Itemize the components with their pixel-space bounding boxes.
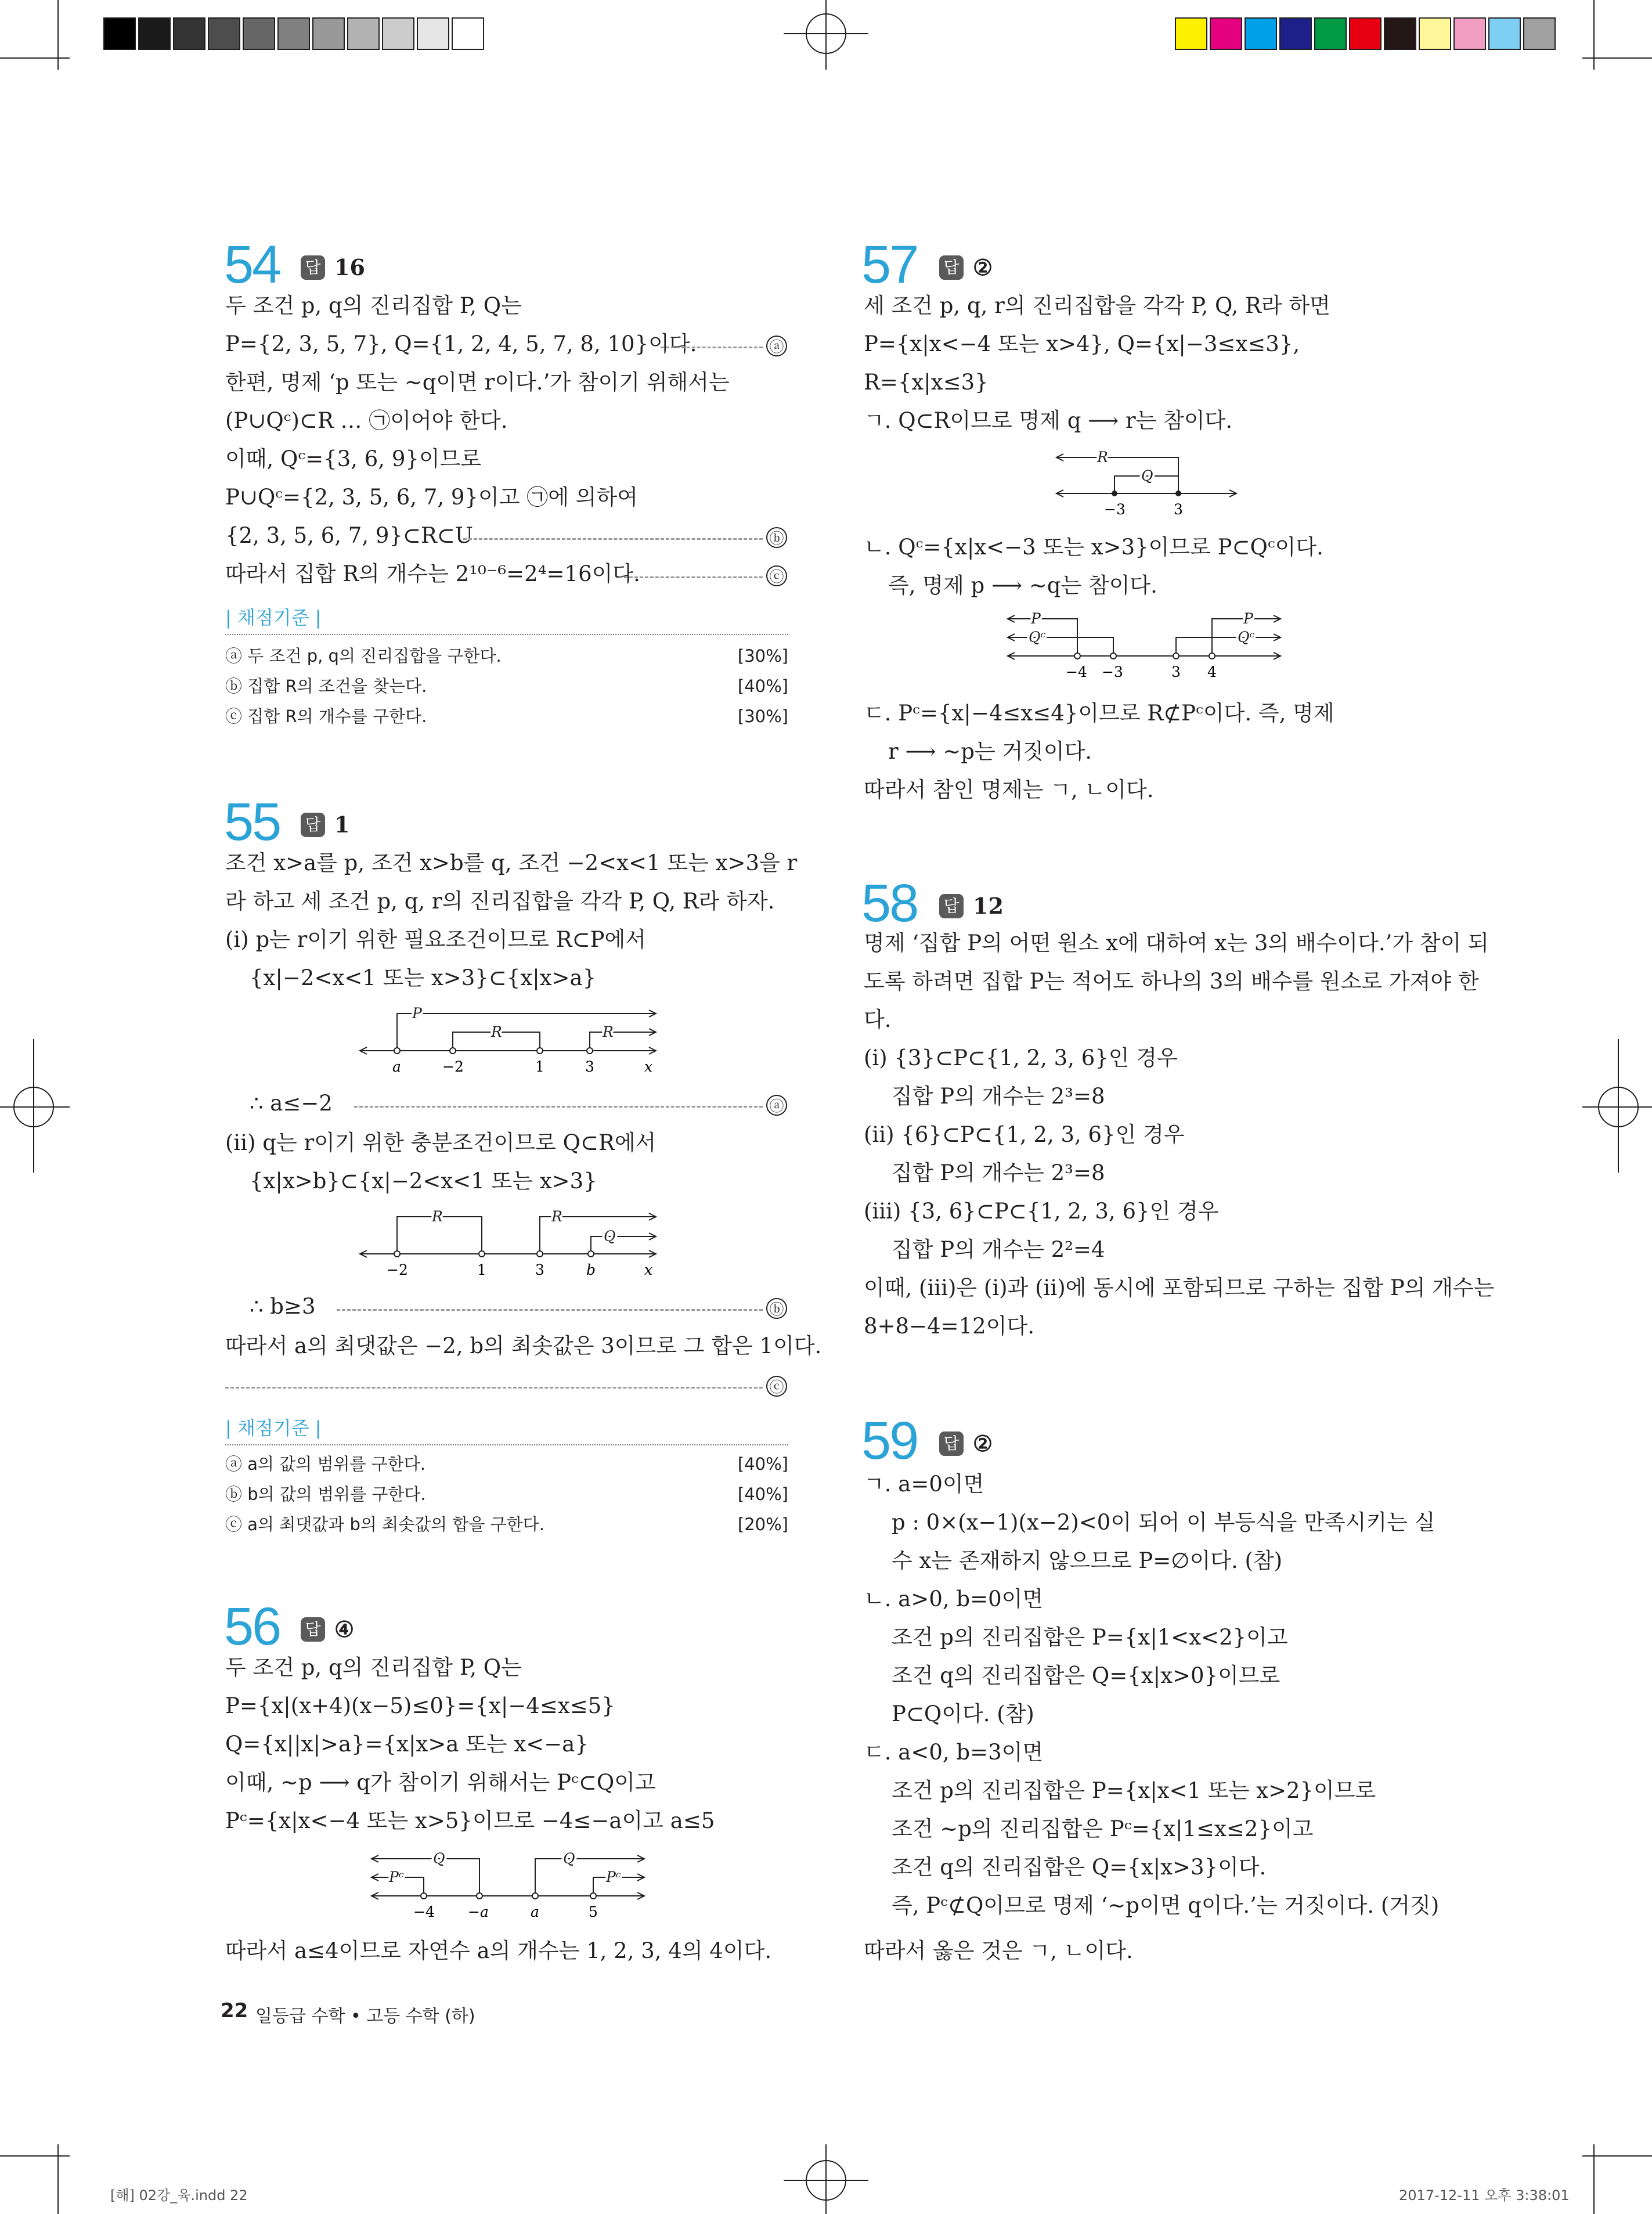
- diagram-label: Qᶜ: [1029, 629, 1046, 646]
- tick-label: a: [531, 1903, 539, 1920]
- criteria-item: ⓒ 집합 R의 개수를 구한다.: [225, 706, 427, 726]
- q54-line: 이때, Qᶜ={3, 6, 9}이므로: [225, 446, 482, 471]
- q54-line: {2, 3, 5, 6, 7, 9}⊂R⊂U: [225, 523, 473, 548]
- tick-label: −a: [468, 1903, 489, 1920]
- color-swatch: [208, 17, 240, 50]
- q54-line: 두 조건 p, q의 진리집합 P, Q는: [225, 293, 522, 318]
- diagram-label: R: [1097, 449, 1108, 466]
- q58-line: 집합 P의 개수는 2²=4: [892, 1237, 1105, 1262]
- diagram-label: Pᶜ: [606, 1869, 621, 1885]
- diagram-label: R: [432, 1208, 443, 1225]
- color-swatch: [1384, 17, 1416, 50]
- problem-number-55: 55: [224, 792, 280, 852]
- q59-line: ㄷ. a<0, b=3이면: [864, 1740, 1044, 1765]
- leader-line: [337, 1309, 763, 1311]
- tick-label: b: [586, 1261, 596, 1278]
- q57-line: R={x|x≤3}: [864, 370, 989, 395]
- color-swatch: [1279, 17, 1312, 50]
- diagram-label: Q: [563, 1850, 575, 1867]
- color-swatch: [1314, 17, 1347, 50]
- q55-line: 따라서 a의 최댓값은 −2, b의 최솟값은 3이므로 그 합은 1이다.: [225, 1333, 822, 1358]
- leader-line: [661, 347, 763, 348]
- color-swatch: [312, 17, 345, 50]
- q56-line: 따라서 a≤4이므로 자연수 a의 개수는 1, 2, 3, 4의 4이다.: [225, 1938, 772, 1963]
- number-line-diagram: [360, 1004, 662, 1080]
- number-line-diagram: [371, 1849, 650, 1925]
- q54-line: 한편, 명제 ‘p 또는 ~q이면 r이다.’가 참이기 위해서는: [225, 370, 730, 395]
- problem-number-57: 57: [861, 235, 918, 294]
- divider: [225, 634, 788, 635]
- leader-line: [225, 1387, 763, 1389]
- q59-line: ㄴ. a>0, b=0이면: [864, 1586, 1044, 1611]
- diagram-label: R: [551, 1208, 562, 1225]
- q56-line: 이때, ~p ⟶ q가 참이기 위해서는 Pᶜ⊂Q이고: [225, 1770, 656, 1795]
- criteria-item: ⓑ 집합 R의 조건을 찾는다.: [225, 676, 427, 696]
- q58-line: 명제 ‘집합 P의 어떤 원소 x에 대하여 x는 3의 배수이다.’가 참이 되: [864, 931, 1489, 955]
- criteria-score: [30%]: [737, 706, 788, 726]
- color-swatch: [382, 17, 414, 50]
- color-swatch: [347, 17, 380, 50]
- mark-a: ⓐ: [766, 1095, 787, 1116]
- tick-label: 1: [477, 1261, 486, 1278]
- tick-label: −3: [1102, 664, 1123, 680]
- q55-line: {x|−2<x<1 또는 x>3}⊂{x|x>a}: [250, 965, 597, 990]
- tick-label: −4: [413, 1903, 435, 1920]
- mark-a: ⓐ: [766, 336, 787, 356]
- q56-line: 두 조건 p, q의 진리집합 P, Q는: [225, 1655, 522, 1680]
- q57-line: ㄱ. Q⊂R이므로 명제 q ⟶ r는 참이다.: [864, 408, 1233, 433]
- q55-line: (i) p는 r이기 위한 필요조건이므로 R⊂P에서: [225, 927, 647, 952]
- q55-line: (ii) q는 r이기 위한 충분조건이므로 Q⊂R에서: [225, 1130, 657, 1155]
- leader-line: [354, 1106, 763, 1108]
- mark-b: ⓑ: [766, 1298, 787, 1319]
- q57-line: P={x|x<−4 또는 x>4}, Q={x|−3≤x≤3},: [864, 331, 1300, 356]
- q59-line: 조건 q의 진리집합은 Q={x|x>3}이다.: [892, 1855, 1267, 1880]
- mark-b: ⓑ: [766, 527, 787, 548]
- answer-badge: 답: [939, 255, 964, 280]
- tick-label: a: [392, 1058, 401, 1075]
- q57-line: 즉, 명제 p ⟶ ~q는 참이다.: [888, 573, 1157, 598]
- q55-line: {x|x>b}⊂{x|−2<x<1 또는 x>3}: [250, 1169, 597, 1193]
- q59-line: 즉, Pᶜ⊄Q이므로 명제 ‘~p이면 q이다.’는 거짓이다. (거짓): [892, 1893, 1440, 1918]
- problem-number-58: 58: [861, 874, 918, 933]
- problem-number-54: 54: [224, 235, 280, 294]
- diagram-label: Qᶜ: [1238, 629, 1255, 646]
- q58-line: 집합 P의 개수는 2³=8: [892, 1084, 1105, 1109]
- answer-badge: 답: [301, 255, 325, 280]
- problem-number-56: 56: [224, 1597, 280, 1656]
- diagram-label: P: [1031, 610, 1041, 627]
- number-line-diagram: [1008, 610, 1286, 685]
- tick-label: x: [644, 1058, 653, 1075]
- criteria-score: [30%]: [737, 646, 788, 666]
- q57-line: ㄴ. Qᶜ={x|x<−3 또는 x>3}이므로 P⊂Qᶜ이다.: [864, 535, 1323, 560]
- answer-badge: 답: [301, 813, 325, 837]
- tick-label: x: [644, 1261, 653, 1278]
- color-swatch: [1488, 17, 1521, 50]
- q58-line: (ii) {6}⊂P⊂{1, 2, 3, 6}인 경우: [864, 1122, 1185, 1147]
- tick-label: 3: [585, 1058, 594, 1075]
- q59-line: 수 x는 존재하지 않으므로 P=∅이다. (참): [892, 1548, 1283, 1573]
- q57-line: 세 조건 p, q, r의 진리집합을 각각 P, Q, R라 하면: [864, 293, 1330, 318]
- q59-line: p : 0×(x−1)(x−2)<0이 되어 이 부등식을 만족시키는 실: [892, 1510, 1435, 1535]
- q58-line: 이때, (iii)은 (i)과 (ii)에 동시에 포함되므로 구하는 집합 P의 개수는: [864, 1275, 1495, 1300]
- color-swatch: [452, 17, 484, 50]
- divider: [225, 1444, 788, 1445]
- book-title: 일등급 수학 • 고등 수학 (하): [255, 2006, 475, 2027]
- tick-label: 3: [1174, 501, 1183, 518]
- answer-badge: 답: [939, 894, 964, 918]
- answer-badge: 답: [301, 1617, 325, 1642]
- color-swatch: [1349, 17, 1382, 50]
- q58-line: 집합 P의 개수는 2³=8: [892, 1160, 1105, 1185]
- q54-line: 따라서 집합 R의 개수는 2¹⁰⁻⁶=2⁴=16이다.: [225, 561, 640, 586]
- answer-58: 12: [973, 893, 1004, 919]
- q54-line: P∪Qᶜ={2, 3, 5, 6, 7, 9}이고 ㉠에 의하여: [225, 485, 638, 510]
- color-swatch: [1523, 17, 1556, 50]
- diagram-label: R: [491, 1023, 502, 1040]
- number-line-diagram: [360, 1207, 662, 1283]
- leader-line: [463, 538, 763, 540]
- q55-line: ∴ a≤−2: [250, 1091, 333, 1116]
- color-swatch: [1175, 17, 1207, 50]
- diagram-label: Q: [433, 1850, 445, 1867]
- answer-57: ②: [973, 254, 993, 280]
- q58-line: 도록 하려면 집합 P는 적어도 하나의 3의 배수를 원소로 가져야 한: [864, 969, 1479, 994]
- q56-line: Q={x||x|>a}={x|x>a 또는 x<−a}: [225, 1732, 589, 1757]
- tick-label: −4: [1066, 664, 1087, 680]
- answer-54: 16: [334, 254, 365, 280]
- tick-label: 1: [535, 1058, 544, 1075]
- color-swatch: [277, 17, 310, 50]
- number-line-diagram: [1056, 447, 1242, 522]
- q59-line: ㄱ. a=0이면: [864, 1472, 984, 1497]
- mark-c: ⓒ: [766, 1376, 787, 1397]
- answer-56: ④: [334, 1616, 355, 1642]
- criteria-score: [40%]: [737, 676, 788, 696]
- answer-55: 1: [334, 812, 350, 838]
- q55-line: ∴ b≥3: [250, 1294, 316, 1319]
- color-swatch: [138, 17, 171, 50]
- answer-59: ②: [973, 1430, 993, 1456]
- q56-line: Pᶜ={x|x<−4 또는 x>5}이므로 −4≤−a이고 a≤5: [225, 1808, 715, 1833]
- q59-line: 조건 p의 진리집합은 P={x|x<1 또는 x>2}이므로: [892, 1778, 1376, 1803]
- color-swatch: [103, 17, 136, 50]
- criteria-title: | 채점기준 |: [225, 607, 322, 629]
- criteria-item: ⓐ a의 값의 범위를 구한다.: [225, 1454, 425, 1474]
- color-swatch: [1210, 17, 1242, 50]
- criteria-score: [40%]: [737, 1484, 788, 1504]
- q55-line: 조건 x>a를 p, 조건 x>b를 q, 조건 −2<x<1 또는 x>3을 r: [225, 850, 798, 875]
- slug-file: [해] 02강_육.indd 22: [110, 2187, 248, 2204]
- color-swatch: [1419, 17, 1451, 50]
- leader-line: [619, 576, 763, 578]
- q56-line: P={x|(x+4)(x−5)≤0}={x|−4≤x≤5}: [225, 1693, 615, 1718]
- color-swatch: [1453, 17, 1486, 50]
- answer-badge: 답: [939, 1431, 964, 1456]
- q57-line: 따라서 참인 명제는 ㄱ, ㄴ이다.: [864, 777, 1154, 802]
- tick-label: −2: [442, 1058, 464, 1075]
- page-number: 22: [221, 1999, 248, 2022]
- color-swatch: [173, 17, 205, 50]
- q59-line: P⊂Q이다. (참): [892, 1701, 1034, 1726]
- q59-line: 조건 p의 진리집합은 P={x|1<x<2}이고: [892, 1625, 1288, 1650]
- criteria-item: ⓐ 두 조건 p, q의 진리집합을 구한다.: [225, 646, 502, 666]
- diagram-label: P: [412, 1005, 422, 1022]
- tick-label: 4: [1207, 664, 1217, 680]
- q58-line: (i) {3}⊂P⊂{1, 2, 3, 6}인 경우: [864, 1045, 1178, 1070]
- q54-line: (P∪Qᶜ)⊂R … ㉠이어야 한다.: [225, 408, 508, 433]
- q59-line: 조건 ~p의 진리집합은 Pᶜ={x|1≤x≤2}이고: [892, 1816, 1314, 1841]
- criteria-item: ⓑ b의 값의 범위를 구한다.: [225, 1484, 426, 1504]
- color-swatch: [243, 17, 275, 50]
- problem-number-59: 59: [861, 1411, 918, 1470]
- diagram-label: Q: [1141, 467, 1153, 484]
- q59-line: 따라서 옳은 것은 ㄱ, ㄴ이다.: [864, 1938, 1133, 1963]
- diagram-label: Pᶜ: [389, 1869, 404, 1885]
- tick-label: −3: [1104, 501, 1126, 518]
- q55-line: 라 하고 세 조건 p, q, r의 진리집합을 각각 P, Q, R라 하자.: [225, 889, 775, 914]
- q58-line: 8+8−4=12이다.: [864, 1314, 1034, 1339]
- slug-date: 2017-12-11 오후 3:38:01: [1399, 2187, 1570, 2204]
- tick-label: 3: [1171, 664, 1181, 680]
- q57-line: ㄷ. Pᶜ={x|−4≤x≤4}이므로 R⊄Pᶜ이다. 즉, 명제: [864, 701, 1334, 726]
- q54-line: P={2, 3, 5, 7}, Q={1, 2, 4, 5, 7, 8, 10}이다.: [225, 331, 697, 356]
- criteria-score: [20%]: [737, 1515, 788, 1534]
- mark-c: ⓒ: [766, 565, 787, 586]
- diagram-label: R: [603, 1023, 614, 1040]
- diagram-label: Q: [604, 1228, 616, 1245]
- color-swatch: [1245, 17, 1277, 50]
- criteria-item: ⓒ a의 최댓값과 b의 최솟값의 합을 구한다.: [225, 1515, 544, 1534]
- criteria-score: [40%]: [737, 1454, 788, 1474]
- color-swatch: [417, 17, 449, 50]
- q59-line: 조건 q의 진리집합은 Q={x|x>0}이므로: [892, 1663, 1281, 1688]
- q58-line: 다.: [864, 1007, 892, 1032]
- q57-line: r ⟶ ~p는 거짓이다.: [888, 739, 1092, 764]
- tick-label: −2: [387, 1261, 408, 1278]
- diagram-label: P: [1243, 610, 1253, 627]
- q58-line: (iii) {3, 6}⊂P⊂{1, 2, 3, 6}인 경우: [864, 1199, 1219, 1224]
- tick-label: 3: [535, 1261, 544, 1278]
- criteria-title: | 채점기준 |: [225, 1417, 322, 1439]
- tick-label: 5: [589, 1903, 598, 1920]
